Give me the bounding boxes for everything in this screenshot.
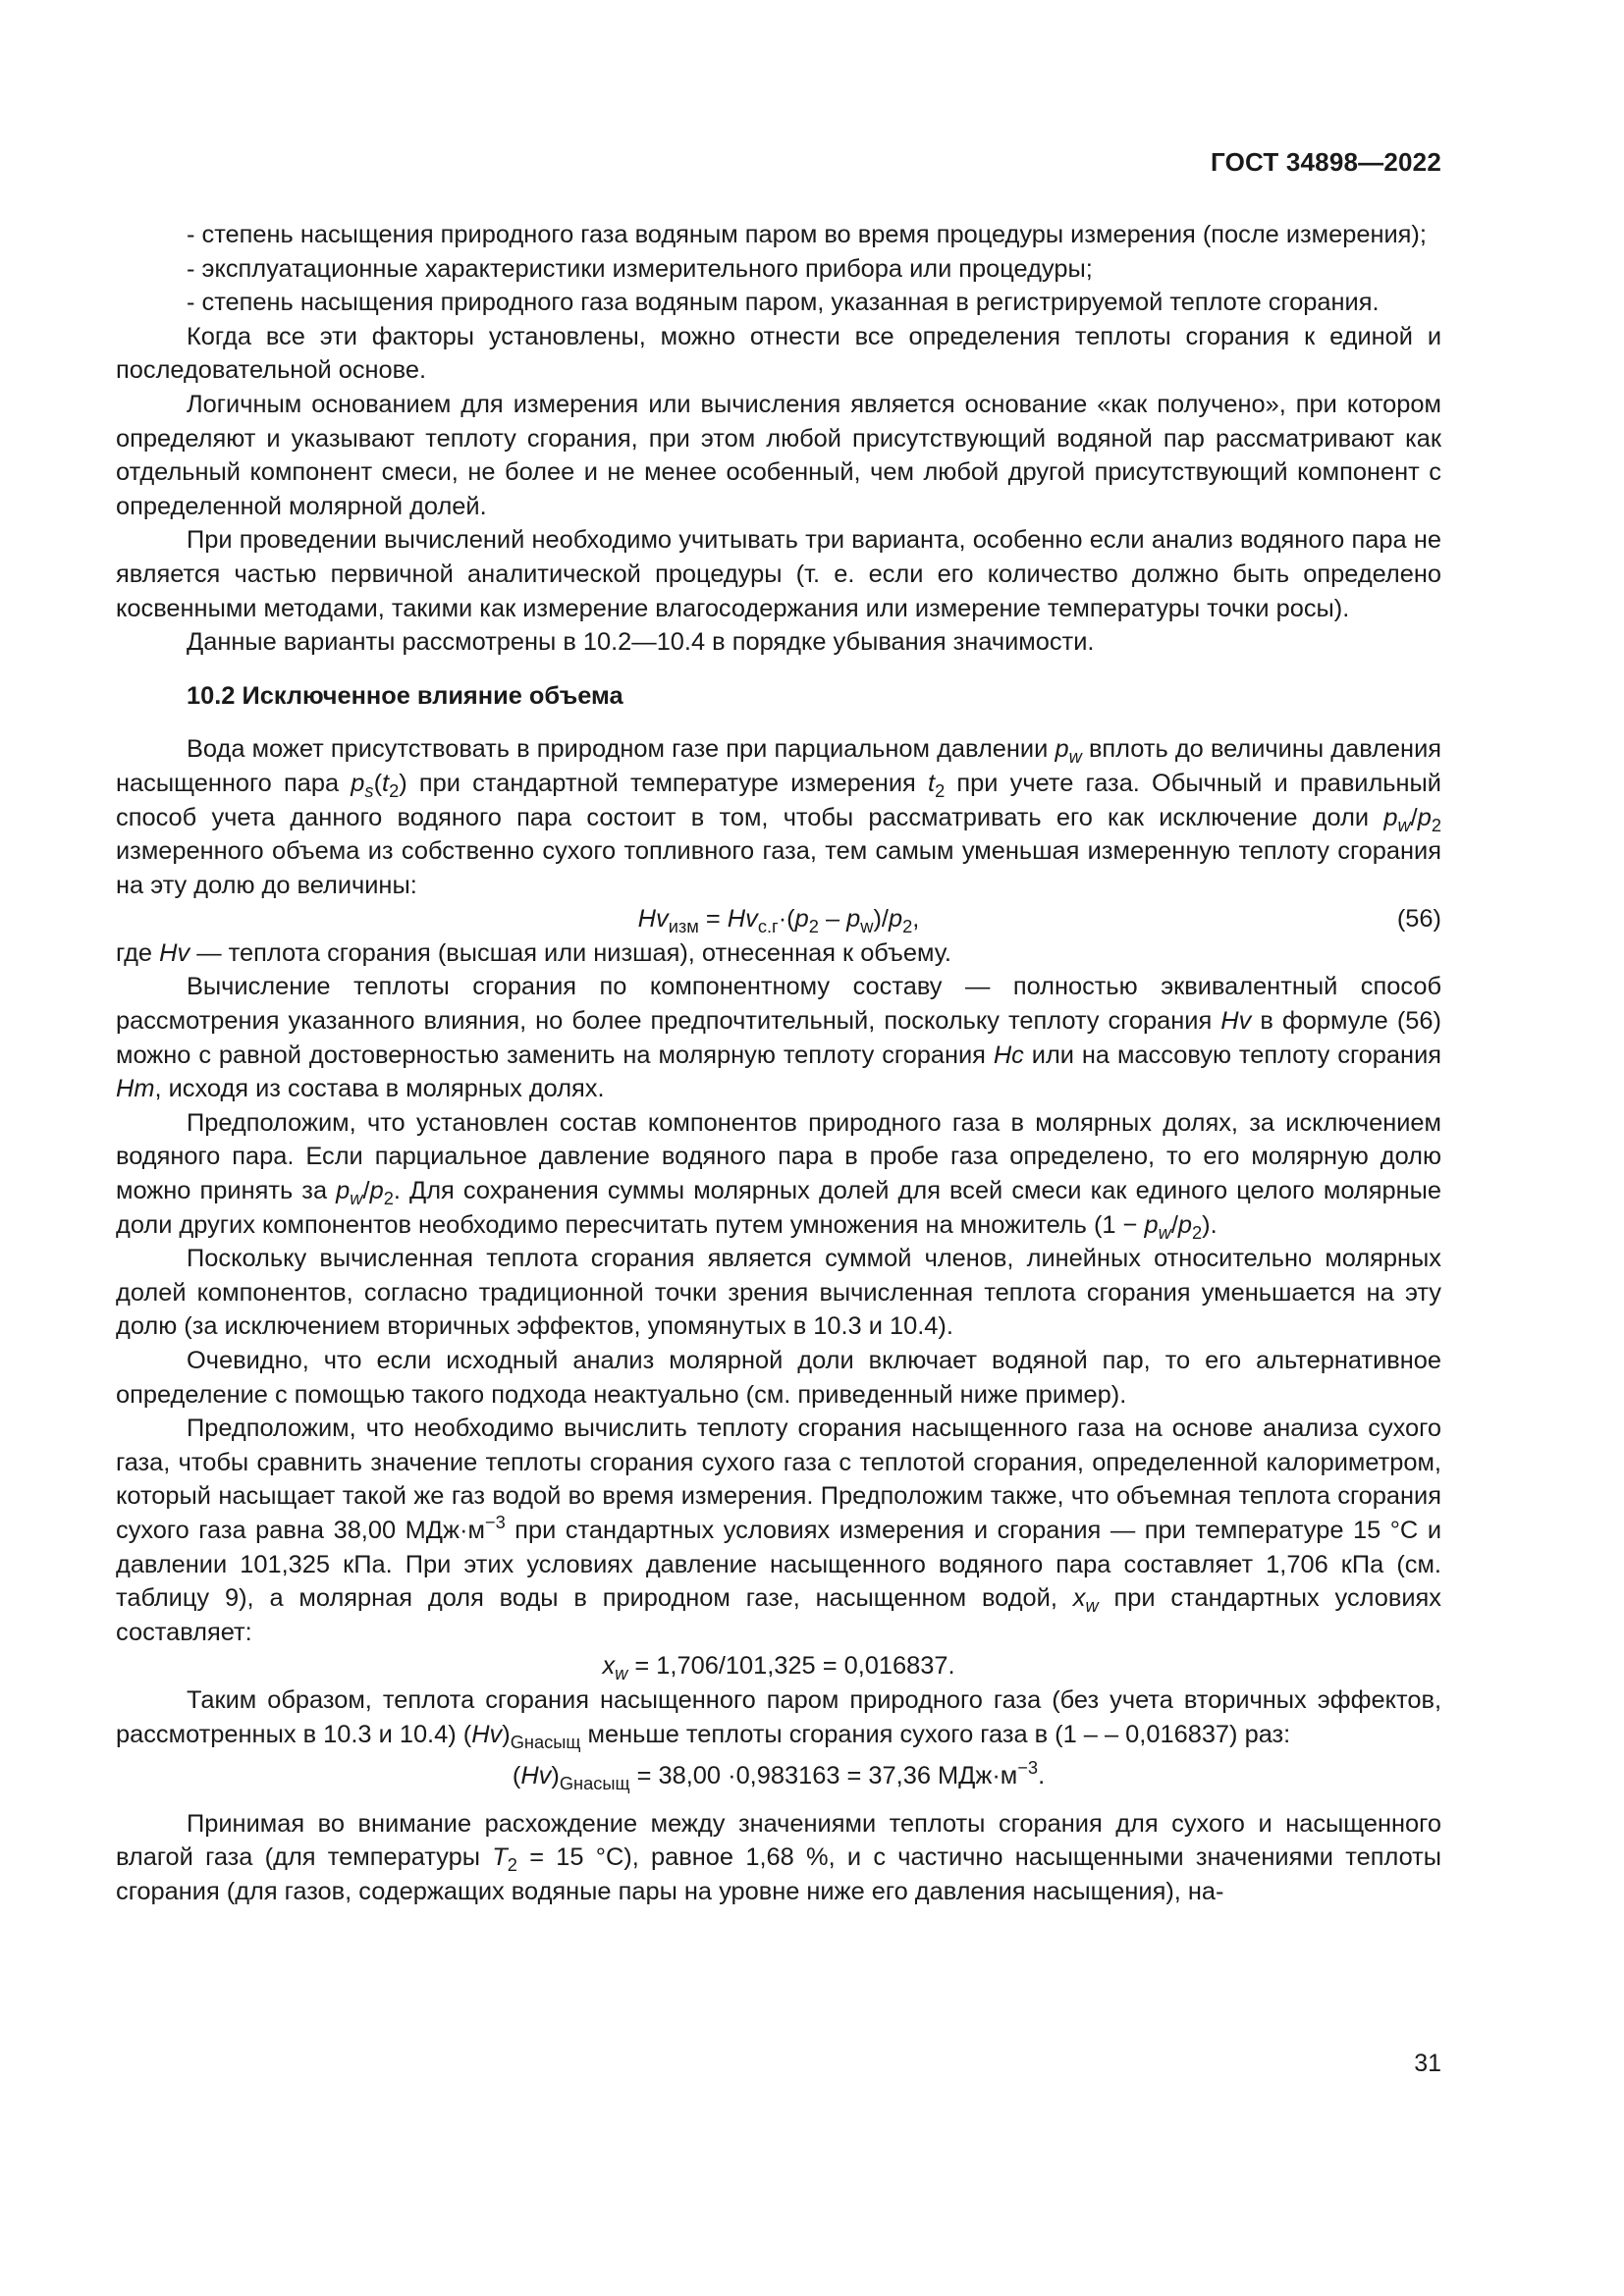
- paragraph: - степень насыщения природного газа водяным паром, указанная в регистрируемой теплоте сгорания.: [187, 289, 1380, 317]
- page-number: 31: [1414, 2050, 1441, 2077]
- paragraph: Логичным основанием для измерения или вычисления является основание «как получено», при котором определяют и указывают теплоту сгорания, при этом любой присутствующий водяной пар рассматривают как отдельный компонент смеси, не более и не менее особенный, чем любой другой присутствующий компонент с определенной молярной долей.: [116, 390, 1441, 520]
- formula-xw: $x_w = 1,706/101,325 = 0,016837$.: [602, 1652, 955, 1684]
- formula-56: $Hv_{изм} = Hv_{с.г}\cdot(p_2 - p_w)/p_2$, (56): [116, 902, 1441, 936]
- paragraph: Принимая во внимание расхождение между значениями теплоты сгорания для сухого и насыщенного влагой газа (для температуры $T_2 = 15$ °С), равное 1,68 %, и с частично насыщенными значениями теплоты сгорания (для газов, содержащих водяные пары на уровне ниже его давления насыщения), на-: [116, 1809, 1442, 1905]
- equation-number: (56): [1396, 905, 1441, 934]
- paragraph: Когда все эти факторы установлены, можно отнести все определения теплоты сгорания к единой и последовательной основе.: [116, 322, 1441, 385]
- paragraph: - степень насыщения природного газа водяным паром во время процедуры измерения (после измерения);: [187, 221, 1427, 248]
- paragraph: Поскольку вычисленная теплота сгорания является суммой членов, линейных относительно молярных долей компонентов, согласно традиционной точки зрения вычисленная теплота сгорания уменьшается на эту долю (за исключением вторичных эффектов, упомянутых в 10.3 и 10.4).: [116, 1245, 1441, 1341]
- paragraph: - эксплуатационные характеристики измерительного прибора или процедуры;: [187, 254, 1093, 283]
- paragraph: Таким образом, теплота сгорания насыщенного паром природного газа (без учета вторичных эффектов, рассмотренных в 10.3 и 10.4) $(Hv)_{Gнасыщ}$ меньше теплоты сгорания сухого газа в (1 – – 0,016837) раз:: [116, 1685, 1441, 1752]
- document-code: ГОСТ 34898—2022: [1211, 147, 1441, 177]
- formula-hv-saturated: $(Hv)_{Gнасыщ} = 38,00 \cdot 0,983163 = 37,36$ $МДж\cdot м^{-3}$.: [512, 1757, 1046, 1794]
- paragraph: Вычисление теплоты сгорания по компонентному составу — полностью эквивалентный способ рассмотрения указанного влияния, но более предпочтительный, поскольку теплоту сгорания Hv в формуле (56) можно с равной достоверностью заменить на молярную теплоту сгорания Hc или на массовую теплоту сгорания Hm, исходя из состава в молярных долях.: [116, 973, 1442, 1103]
- paragraph: Предположим, что установлен состав компонентов природного газа в молярных долях, за исключением водяного пара. Если парциальное давление водяного пара в пробе газа определено, то его молярную долю можно принять за $p_w/p_2$. Для сохранения суммы молярных долей для всей смеси как единого целого молярные доли других компонентов необходимо пересчитать путем умножения на множитель $(1 - p_w/p_2)$.: [116, 1108, 1441, 1243]
- paragraph: Вода может присутствовать в природном газе при парциальном давлении $p_w$ вплоть до величины давления насыщенного пара $p_s(t_2)$ при стандартной температуре измерения $t_2$ при учете газа. Обычный и правильный способ учета данного водяного пара состоит в том, чтобы рассматривать его как исключение доли $p_w/p_2$ измеренного объема из собственно сухого топливного газа, тем самым уменьшая измеренную теплоту сгорания на эту долю до величины:: [116, 735, 1441, 899]
- page-content: [116, 218, 1441, 1909]
- paragraph: где Hv — теплота сгорания (высшая или низшая), отнесенная к объему.: [116, 938, 951, 967]
- paragraph: При проведении вычислений необходимо учитывать три варианта, особенно если анализ водяного пара не является частью первичной аналитической процедуры (т. е. если его количество должно быть определено косвенными методами, такими как измерение влагосодержания или измерение температуры точки росы).: [116, 526, 1441, 622]
- paragraph: Данные варианты рассмотрены в 10.2—10.4 в порядке убывания значимости.: [187, 628, 1095, 657]
- paragraph: Предположим, что необходимо вычислить теплоту сгорания насыщенного газа на основе анализа сухого газа, чтобы сравнить значение теплоты сгорания сухого газа с теплотой сгорания, определенной калориметром, который насыщает такой же газ водой во время измерения. Предположим также, что объемная теплота сгорания сухого газа равна 38,00 $МДж\cdot м^{-3}$ при стандартных условиях измерения и сгорания — при температуре 15 °С и давлении 101,325 кПа. При этих условиях давление насыщенного водяного пара составляет 1,706 кПа (см. таблицу 9), а молярная доля воды в природном газе, насыщенном водой, $x_w$ при стандартных условиях составляет:: [116, 1415, 1442, 1646]
- paragraph: Очевидно, что если исходный анализ молярной доли включает водяной пар, то его альтернативное определение с помощью такого подхода неактуально (см. приведенный ниже пример).: [116, 1347, 1441, 1409]
- section-heading: 10.2 Исключенное влияние объема: [187, 681, 623, 710]
